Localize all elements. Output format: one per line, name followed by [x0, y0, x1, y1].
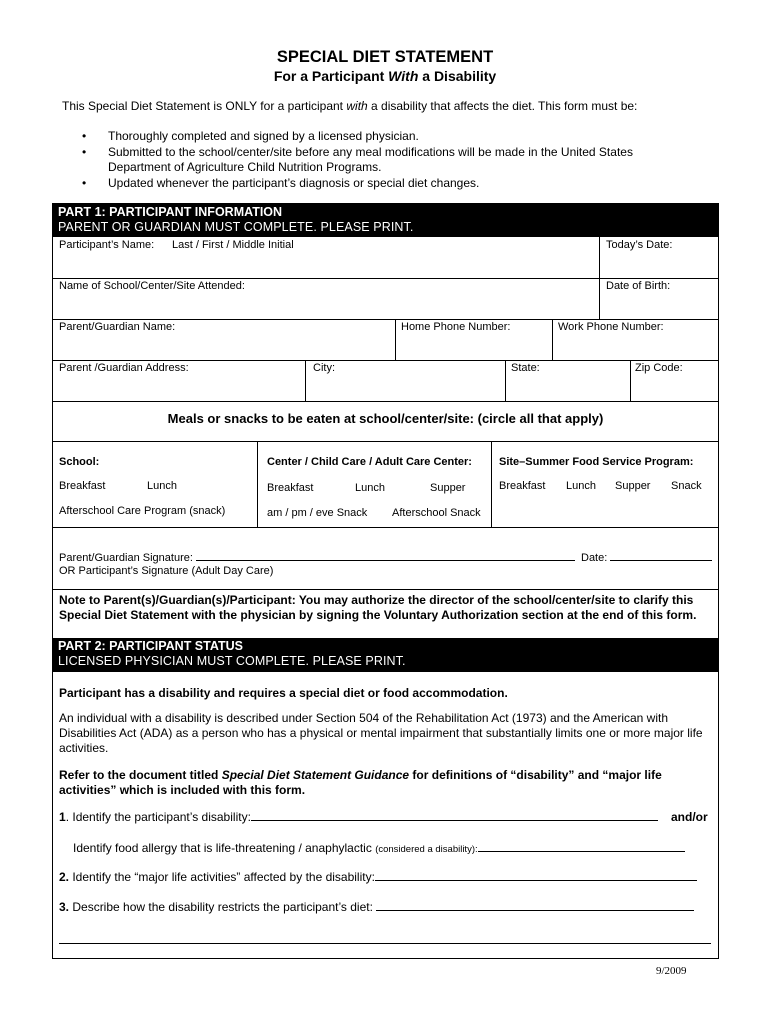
question-2: 2. Identify the “major life activities” affected by the disability: — [59, 870, 711, 885]
guardian-address-label: Parent /Guardian Address: — [59, 362, 189, 374]
signature-date-field[interactable] — [610, 550, 712, 561]
school-column-heading: School: — [59, 456, 100, 468]
work-phone-field[interactable] — [555, 336, 715, 358]
school-afterschool-option[interactable]: Afterschool Care Program (snack) — [59, 505, 226, 517]
disability-status-statement: Participant has a disability and requires a special diet or food accommodation. — [59, 686, 508, 700]
question-3: 3. Describe how the disability restricts the participant’s diet: — [59, 900, 711, 915]
participant-signature-label: OR Participant’s Signature (Adult Day Care) — [59, 565, 274, 577]
list-item: • Submitted to the school/center/site before any meal modifications will be made in the United States Department of Agriculture Child Nutrition Programs. — [82, 145, 633, 176]
disability-field[interactable] — [251, 810, 658, 821]
form-title: SPECIAL DIET STATEMENT — [276, 48, 494, 66]
subtitle-emphasis: With — [388, 68, 419, 84]
form-revision-date: 9/2009 — [656, 965, 687, 977]
center-afterschool-option[interactable]: Afterschool Snack — [392, 507, 481, 519]
todays-date-label: Today’s Date: — [606, 239, 673, 251]
guidance-reference: Refer to the document titled Special Diet Statement Guidance for definitions of “disability” and “major life activities” which is included with this form. — [59, 768, 662, 797]
date-of-birth-field[interactable] — [603, 295, 715, 317]
signature-date-label: Date: — [581, 550, 712, 564]
diet-restriction-line-2[interactable] — [59, 930, 711, 944]
part1-header — [53, 204, 718, 237]
question-1: 1. Identify the participant’s disability: and/or — [59, 810, 708, 824]
disability-definition: An individual with a disability is described under Section 504 of the Rehabilitation Act (1973) and the American with Disabilities Act (ADA) as a person who has a physical or mental impairment that substantially limits one or more major life activities. — [59, 711, 703, 755]
guardian-name-field[interactable] — [55, 336, 391, 358]
guardian-address-field[interactable] — [55, 377, 302, 399]
requirements-list — [82, 129, 633, 191]
and-or-label: and/or — [671, 810, 708, 824]
form-subtitle: For a Participant With a Disability — [273, 68, 497, 84]
city-field[interactable] — [308, 377, 502, 399]
state-field[interactable] — [508, 377, 627, 399]
site-snack-option[interactable]: Snack — [671, 480, 702, 492]
part2-header — [53, 638, 718, 672]
school-breakfast-option[interactable]: Breakfast — [59, 480, 106, 492]
form-table — [52, 203, 719, 959]
school-name-label: Name of School/Center/Site Attended: — [59, 280, 245, 292]
date-of-birth-label: Date of Birth: — [606, 280, 671, 292]
school-lunch-option[interactable]: Lunch — [147, 480, 177, 492]
center-column-heading: Center / Child Care / Adult Care Center: — [267, 456, 472, 468]
food-allergy-field[interactable] — [478, 841, 685, 852]
part2-subheading: LICENSED PHYSICIAN MUST COMPLETE. PLEASE PRINT. — [58, 654, 406, 668]
school-name-field[interactable] — [55, 295, 595, 317]
authorization-note: Note to Parent(s)/Guardian(s)/Participant: You may authorize the director of the school/center/site to clarify this Special Diet Statement with the physician by signing the Voluntary Authorization section at the end of this form. — [59, 593, 697, 622]
name-parts-label: Last / First / Middle Initial — [172, 239, 294, 251]
question-1b: Identify food allergy that is life-threatening / anaphylactic (considered a disability): — [73, 841, 725, 857]
part2-heading: PART 2: PARTICIPANT STATUS — [58, 639, 243, 653]
work-phone-label: Work Phone Number: — [558, 321, 664, 333]
guardian-signature-label: Parent/Guardian Signature: — [59, 550, 575, 564]
state-label: State: — [511, 362, 540, 374]
part1-subheading: PARENT OR GUARDIAN MUST COMPLETE. PLEASE PRINT. — [58, 220, 414, 234]
site-column-heading: Site–Summer Food Service Program: — [499, 456, 694, 468]
guardian-name-label: Parent/Guardian Name: — [59, 321, 176, 333]
home-phone-field[interactable] — [398, 336, 548, 358]
zip-code-label: Zip Code: — [635, 362, 683, 374]
guardian-signature-field[interactable] — [196, 550, 575, 561]
site-supper-option[interactable]: Supper — [615, 480, 651, 492]
list-item: • Updated whenever the participant’s diagnosis or special diet changes. — [82, 176, 633, 192]
meals-section-title: Meals or snacks to be eaten at school/center/site: (circle all that apply) — [167, 411, 604, 426]
participant-name-field[interactable] — [55, 254, 595, 276]
home-phone-label: Home Phone Number: — [401, 321, 511, 333]
site-breakfast-option[interactable]: Breakfast — [499, 480, 546, 492]
major-life-activities-field[interactable] — [375, 870, 697, 881]
center-breakfast-option[interactable]: Breakfast — [267, 482, 314, 494]
todays-date-field[interactable] — [603, 254, 715, 276]
diet-restriction-field[interactable] — [376, 900, 694, 911]
center-lunch-option[interactable]: Lunch — [355, 482, 385, 494]
intro-text: This Special Diet Statement is ONLY for a participant with a disability that affects the diet. This form must be: — [62, 99, 638, 113]
participant-name-label: Participant’s Name: — [59, 239, 155, 251]
site-lunch-option[interactable]: Lunch — [566, 480, 596, 492]
part1-heading: PART 1: PARTICIPANT INFORMATION — [58, 205, 283, 219]
list-item: • Thoroughly completed and signed by a licensed physician. — [82, 129, 633, 145]
center-supper-option[interactable]: Supper — [430, 482, 466, 494]
center-snack-option[interactable]: am / pm / eve Snack — [267, 507, 368, 519]
city-label: City: — [313, 362, 335, 374]
zip-code-field[interactable] — [633, 377, 715, 399]
